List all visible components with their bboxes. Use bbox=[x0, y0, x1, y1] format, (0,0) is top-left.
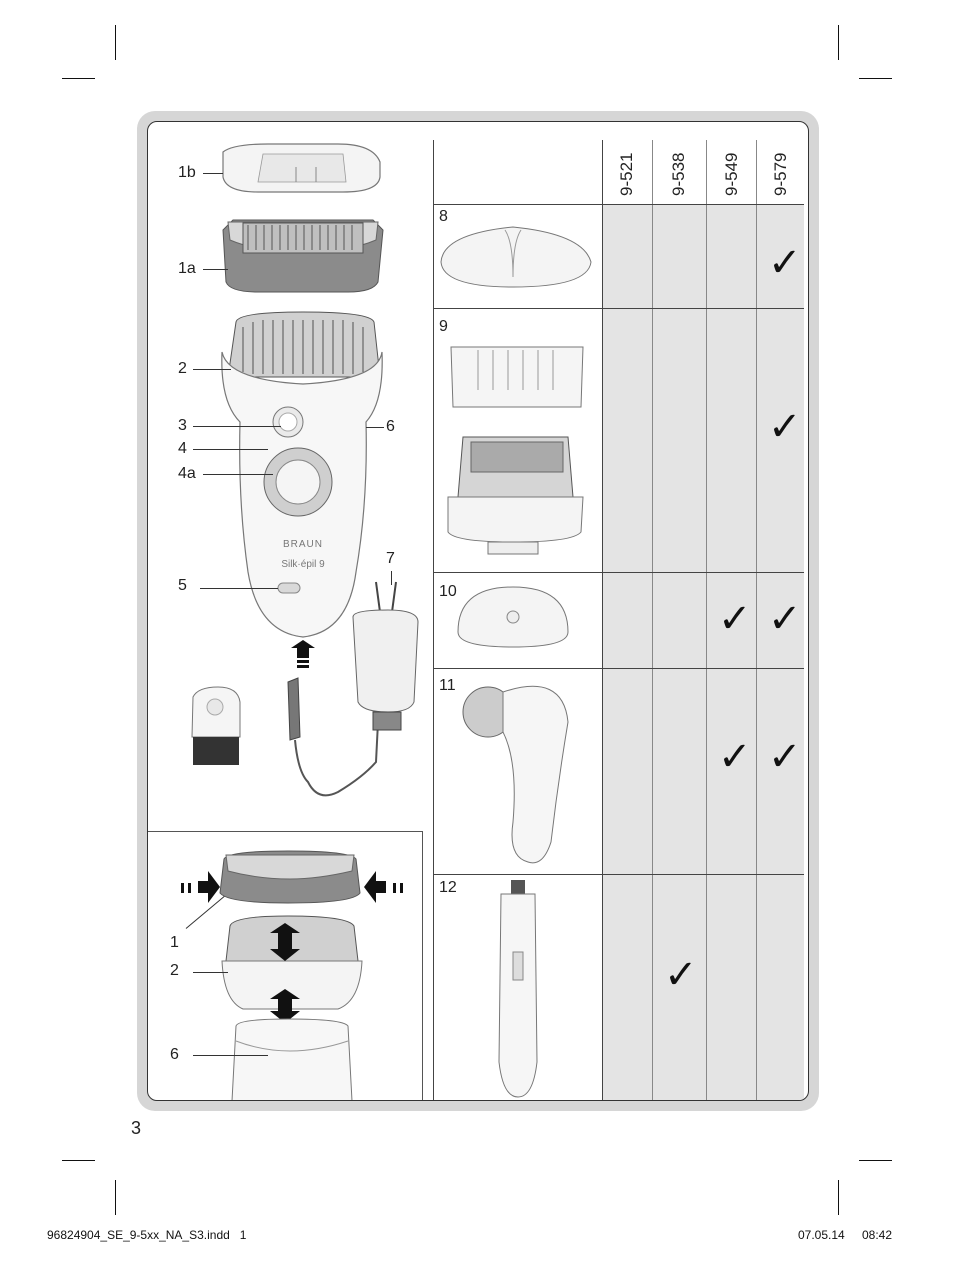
model-column-shade bbox=[602, 204, 652, 1100]
label-4a: 4a bbox=[178, 465, 196, 482]
label-3: 3 bbox=[178, 417, 187, 434]
check-mark: ✓ bbox=[768, 734, 802, 780]
model-column-shade bbox=[756, 204, 804, 1100]
crop-mark bbox=[115, 1180, 116, 1215]
crop-mark bbox=[62, 78, 95, 79]
row-number-8: 8 bbox=[439, 208, 448, 225]
crop-mark bbox=[838, 25, 839, 60]
accessory-illustrations bbox=[433, 122, 603, 1082]
leader-line bbox=[366, 427, 384, 428]
figure-panel bbox=[147, 121, 809, 1101]
crop-mark bbox=[115, 25, 116, 60]
leader-line bbox=[193, 1055, 268, 1056]
crop-mark bbox=[859, 78, 892, 79]
leader-line bbox=[200, 588, 278, 589]
inset-label-6: 6 bbox=[170, 1046, 179, 1063]
label-5: 5 bbox=[178, 577, 187, 594]
label-4: 4 bbox=[178, 440, 187, 457]
page-number: 3 bbox=[131, 1118, 142, 1138]
table-border bbox=[756, 140, 757, 1100]
model-header-9-579: 9-579 bbox=[771, 152, 790, 196]
label-1a: 1a bbox=[178, 260, 196, 277]
check-mark: ✓ bbox=[664, 952, 698, 998]
leader-line bbox=[193, 972, 228, 973]
check-mark: ✓ bbox=[768, 404, 802, 450]
crop-mark bbox=[859, 1160, 892, 1161]
check-mark: ✓ bbox=[768, 596, 802, 642]
footer-date: 07.05.14 bbox=[798, 1228, 845, 1242]
table-border bbox=[706, 140, 707, 1100]
row-number-11: 11 bbox=[439, 677, 456, 694]
table-border bbox=[652, 140, 653, 1100]
label-7: 7 bbox=[386, 550, 395, 567]
row-number-9: 9 bbox=[439, 318, 448, 335]
leader-line bbox=[203, 269, 228, 270]
check-mark: ✓ bbox=[768, 240, 802, 286]
leader-line bbox=[193, 449, 268, 450]
inset-label-1: 1 bbox=[170, 934, 179, 951]
crop-mark bbox=[62, 1160, 95, 1161]
device-brand: BRAUN bbox=[282, 539, 323, 550]
crop-mark bbox=[838, 1180, 839, 1215]
row-number-10: 10 bbox=[439, 583, 457, 600]
check-mark: ✓ bbox=[718, 734, 752, 780]
model-header-9-521: 9-521 bbox=[617, 152, 636, 196]
footer-file: 96824904_SE_9-5xx_NA_S3.indd 1 bbox=[47, 1228, 247, 1242]
model-header-9-538: 9-538 bbox=[669, 152, 688, 196]
label-1b: 1b bbox=[178, 164, 196, 181]
inset-label-2: 2 bbox=[170, 962, 179, 979]
leader-line bbox=[203, 474, 273, 475]
leader-line bbox=[203, 173, 223, 174]
label-6: 6 bbox=[386, 418, 395, 435]
label-2: 2 bbox=[178, 360, 187, 377]
leader-line bbox=[193, 426, 281, 427]
assembly-illustration bbox=[148, 831, 422, 1101]
model-column-shade bbox=[706, 204, 756, 1100]
footer-time: 08:42 bbox=[862, 1228, 893, 1242]
leader-line bbox=[391, 571, 392, 585]
check-mark: ✓ bbox=[718, 596, 752, 642]
device-product-name: Silk·épil 9 bbox=[281, 559, 325, 570]
model-header-9-549: 9-549 bbox=[722, 152, 741, 196]
row-number-12: 12 bbox=[439, 879, 457, 896]
leader-line bbox=[193, 369, 231, 370]
